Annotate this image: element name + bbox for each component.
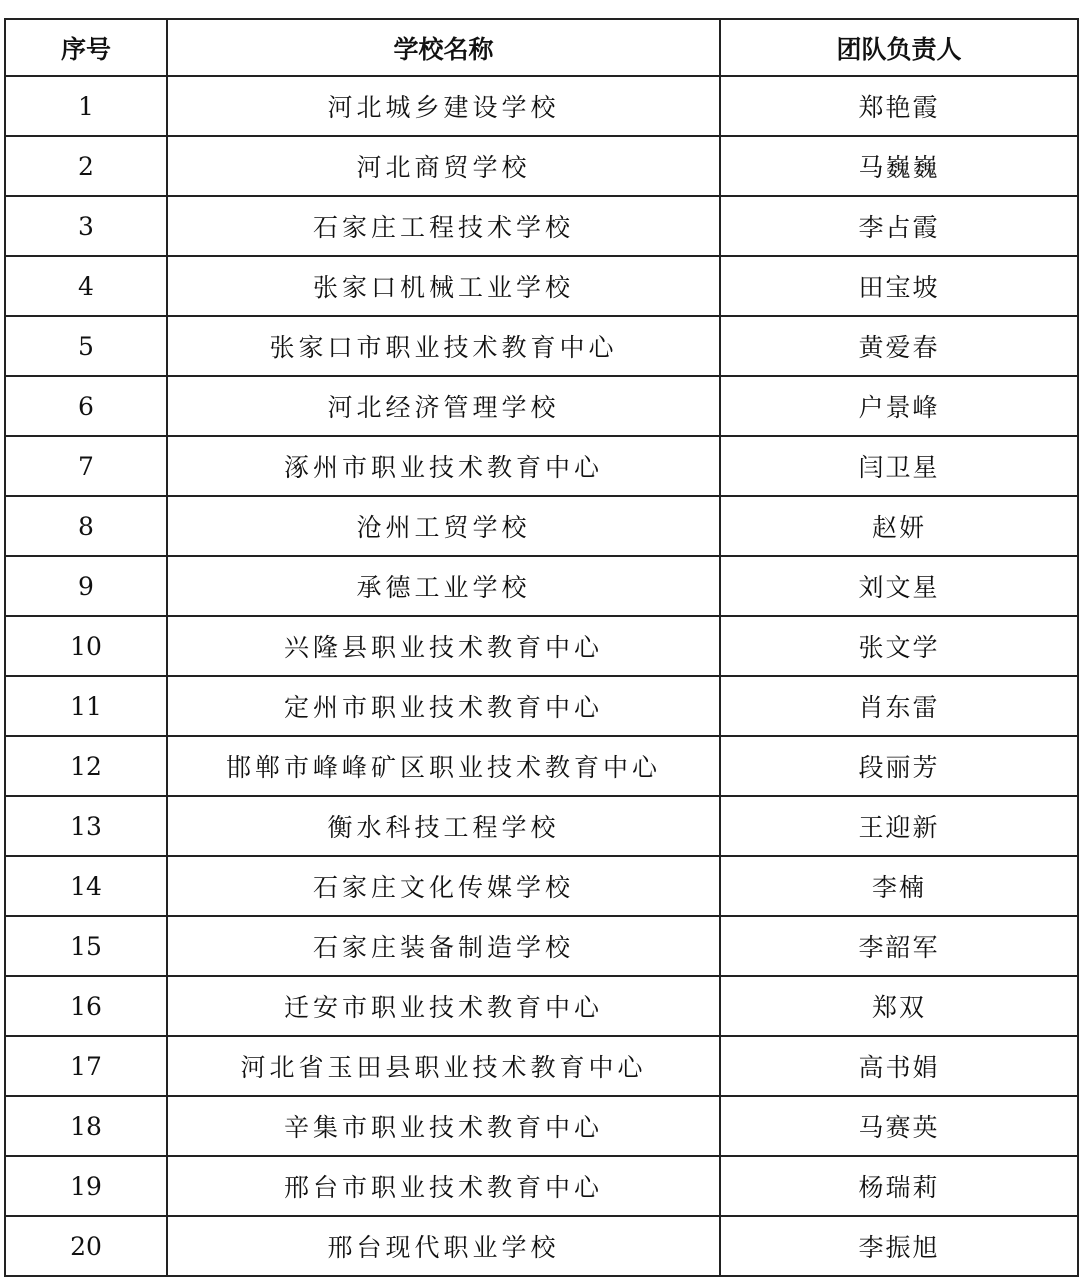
row-index: 15 — [5, 916, 167, 976]
row-team-leader: 杨瑞莉 — [720, 1156, 1078, 1216]
table-row — [5, 976, 1078, 1036]
table-row — [5, 436, 1078, 496]
row-index: 11 — [5, 676, 167, 736]
table-row — [5, 1036, 1078, 1096]
table-row — [5, 1156, 1078, 1216]
row-index: 7 — [5, 436, 167, 496]
table-row — [5, 376, 1078, 436]
row-team-leader: 李韶军 — [720, 916, 1078, 976]
row-school-name: 迁安市职业技术教育中心 — [167, 976, 720, 1036]
row-team-leader: 赵妍 — [720, 496, 1078, 556]
row-school-name: 张家口机械工业学校 — [167, 256, 720, 316]
row-index: 8 — [5, 496, 167, 556]
table-row — [5, 496, 1078, 556]
row-index: 5 — [5, 316, 167, 376]
header-team-leader: 团队负责人 — [720, 19, 1078, 76]
table-row — [5, 196, 1078, 256]
row-index: 12 — [5, 736, 167, 796]
document-title-partial — [0, 0, 1080, 13]
table-row — [5, 136, 1078, 196]
row-index: 16 — [5, 976, 167, 1036]
table-row — [5, 676, 1078, 736]
row-index: 9 — [5, 556, 167, 616]
row-school-name: 承德工业学校 — [167, 556, 720, 616]
table-header-row — [5, 19, 1078, 76]
row-school-name: 辛集市职业技术教育中心 — [167, 1096, 720, 1156]
row-team-leader: 田宝坡 — [720, 256, 1078, 316]
table-row — [5, 616, 1078, 676]
school-team-table — [4, 18, 1079, 1277]
table-row — [5, 316, 1078, 376]
row-team-leader: 户景峰 — [720, 376, 1078, 436]
row-school-name: 定州市职业技术教育中心 — [167, 676, 720, 736]
row-school-name: 邢台市职业技术教育中心 — [167, 1156, 720, 1216]
row-index: 3 — [5, 196, 167, 256]
table-row — [5, 796, 1078, 856]
row-school-name: 邯郸市峰峰矿区职业技术教育中心 — [167, 736, 720, 796]
row-school-name: 河北省玉田县职业技术教育中心 — [167, 1036, 720, 1096]
row-team-leader: 李楠 — [720, 856, 1078, 916]
row-school-name: 张家口市职业技术教育中心 — [167, 316, 720, 376]
row-team-leader: 黄爱春 — [720, 316, 1078, 376]
row-team-leader: 李振旭 — [720, 1216, 1078, 1276]
row-index: 1 — [5, 76, 167, 136]
row-team-leader: 马巍巍 — [720, 136, 1078, 196]
row-index: 2 — [5, 136, 167, 196]
row-team-leader: 肖东雷 — [720, 676, 1078, 736]
table-row — [5, 1216, 1078, 1276]
table-row — [5, 76, 1078, 136]
row-index: 10 — [5, 616, 167, 676]
row-index: 4 — [5, 256, 167, 316]
row-index: 17 — [5, 1036, 167, 1096]
row-team-leader: 刘文星 — [720, 556, 1078, 616]
row-school-name: 河北商贸学校 — [167, 136, 720, 196]
row-school-name: 涿州市职业技术教育中心 — [167, 436, 720, 496]
row-index: 13 — [5, 796, 167, 856]
header-school-name: 学校名称 — [167, 19, 720, 76]
row-team-leader: 张文学 — [720, 616, 1078, 676]
table-row — [5, 856, 1078, 916]
row-school-name: 河北经济管理学校 — [167, 376, 720, 436]
row-team-leader: 王迎新 — [720, 796, 1078, 856]
row-school-name: 邢台现代职业学校 — [167, 1216, 720, 1276]
row-team-leader: 郑艳霞 — [720, 76, 1078, 136]
row-index: 18 — [5, 1096, 167, 1156]
row-index: 6 — [5, 376, 167, 436]
table-row — [5, 736, 1078, 796]
row-school-name: 石家庄文化传媒学校 — [167, 856, 720, 916]
table-row — [5, 1096, 1078, 1156]
row-team-leader: 高书娟 — [720, 1036, 1078, 1096]
table-row — [5, 556, 1078, 616]
row-school-name: 衡水科技工程学校 — [167, 796, 720, 856]
row-school-name: 石家庄装备制造学校 — [167, 916, 720, 976]
row-index: 20 — [5, 1216, 167, 1276]
row-school-name: 兴隆县职业技术教育中心 — [167, 616, 720, 676]
table-row — [5, 256, 1078, 316]
row-school-name: 石家庄工程技术学校 — [167, 196, 720, 256]
row-index: 14 — [5, 856, 167, 916]
row-team-leader: 闫卫星 — [720, 436, 1078, 496]
row-team-leader: 段丽芳 — [720, 736, 1078, 796]
row-school-name: 沧州工贸学校 — [167, 496, 720, 556]
row-school-name: 河北城乡建设学校 — [167, 76, 720, 136]
row-index: 19 — [5, 1156, 167, 1216]
row-team-leader: 马赛英 — [720, 1096, 1078, 1156]
row-team-leader: 郑双 — [720, 976, 1078, 1036]
header-index: 序号 — [5, 19, 167, 76]
row-team-leader: 李占霞 — [720, 196, 1078, 256]
table-row — [5, 916, 1078, 976]
